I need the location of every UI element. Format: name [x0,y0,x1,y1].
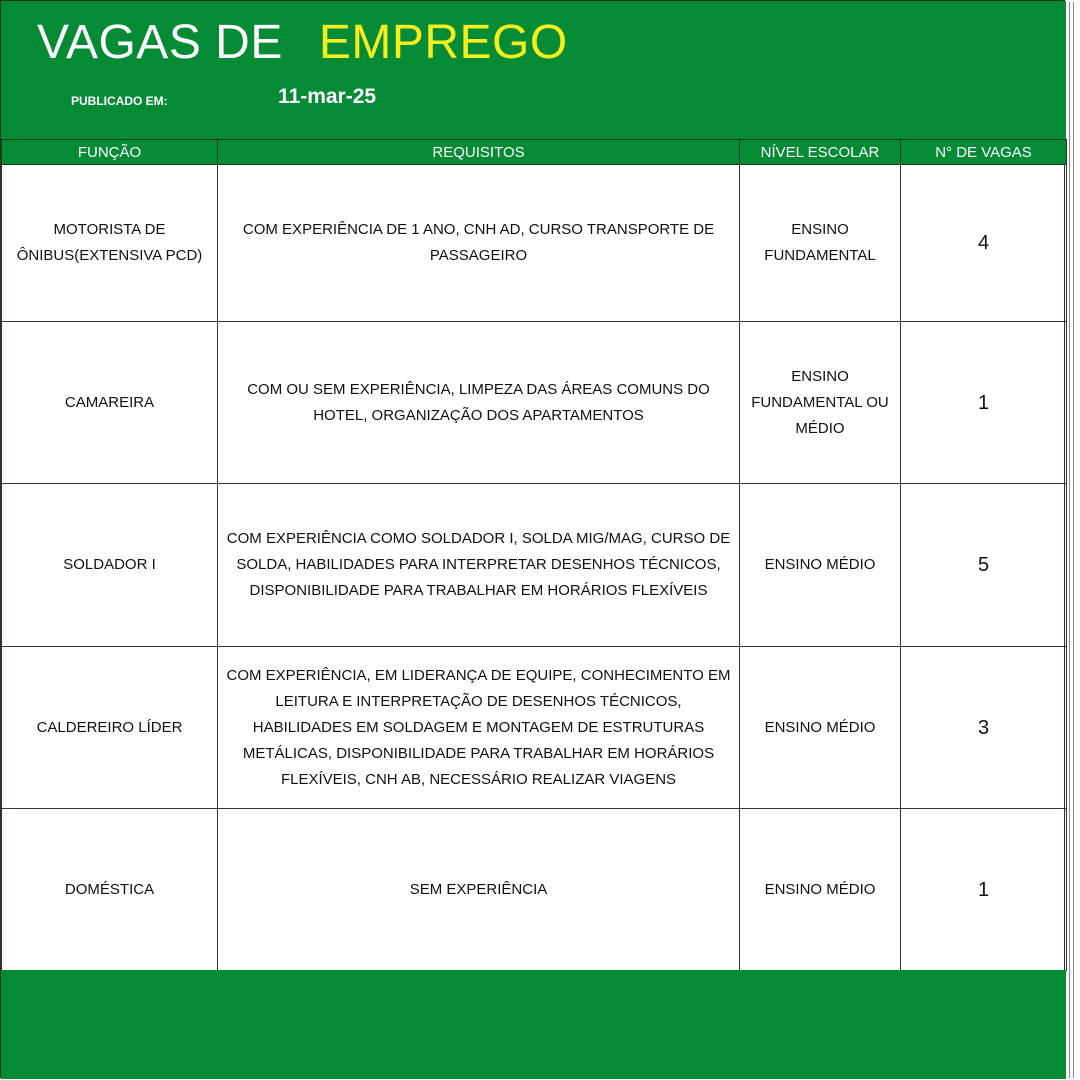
openings-cell: 1 [901,809,1067,971]
requirements-cell: SEM EXPERIÊNCIA [218,809,740,971]
education-cell: ENSINO FUNDAMENTAL OU MÉDIO [740,322,901,484]
requirements-cell: COM EXPERIÊNCIA COMO SOLDADOR I, SOLDA MIG/MAG, CURSO DE SOLDA, HABILIDADES PARA INTERPRETAR DESENHOS TÉCNICOS, DISPONIBILIDADE PARA TRABALHAR EM HORÁRIOS FLEXÍVEIS [218,484,740,647]
footer-banner [1,970,1066,1079]
education-cell: ENSINO FUNDAMENTAL [740,165,901,322]
table-row [2,322,1067,484]
requirements-cell: COM EXPERIÊNCIA, EM LIDERANÇA DE EQUIPE, CONHECIMENTO EM LEITURA E INTERPRETAÇÃO DE DESENHOS TÉCNICOS, HABILIDADES EM SOLDAGEM E MONTAGEM DE ESTRUTURAS METÁLICAS, DISPONIBILIDADE PARA TRABALHAR EM HORÁRIOS FLEXÍVEIS, CNH AB, NECESSÁRIO REALIZAR VIAGENS [218,647,740,809]
education-cell: ENSINO MÉDIO [740,647,901,809]
page-title [37,15,568,70]
requirements-cell: COM OU SEM EXPERIÊNCIA, LIMPEZA DAS ÁREAS COMUNS DO HOTEL, ORGANIZAÇÃO DOS APARTAMENTOS [218,322,740,484]
job-title-cell: CALDEREIRO LÍDER [2,647,218,809]
openings-cell: 4 [901,165,1067,322]
job-title-cell: CAMAREIRA [2,322,218,484]
title-yellow: EMPREGO [318,16,568,69]
title-white: VAGAS DE [37,16,283,69]
requirements-cell: COM EXPERIÊNCIA DE 1 ANO, CNH AD, CURSO TRANSPORTE DE PASSAGEIRO [218,165,740,322]
job-title-cell: MOTORISTA DE ÔNIBUS(EXTENSIVA PCD) [2,165,218,322]
education-cell: ENSINO MÉDIO [740,484,901,647]
header-banner [1,1,1066,141]
published-date: 11-mar-25 [278,85,377,108]
col-funcao: FUNÇÃO [2,140,218,165]
openings-cell: 5 [901,484,1067,647]
table-row [2,647,1067,809]
education-cell: ENSINO MÉDIO [740,809,901,971]
openings-cell: 3 [901,647,1067,809]
table-row [2,809,1067,971]
table-row [2,165,1067,322]
right-border [1069,2,1074,1078]
col-vagas: N° DE VAGAS [901,140,1067,165]
table-header-row [2,140,1067,165]
job-title-cell: SOLDADOR I [2,484,218,647]
table-row [2,484,1067,647]
col-requisitos: REQUISITOS [218,140,740,165]
col-nivel: NÍVEL ESCOLAR [740,140,901,165]
published-label: PUBLICADO EM: [71,94,168,108]
job-title-cell: DOMÉSTICA [2,809,218,971]
openings-cell: 1 [901,322,1067,484]
jobs-table [1,139,1067,971]
